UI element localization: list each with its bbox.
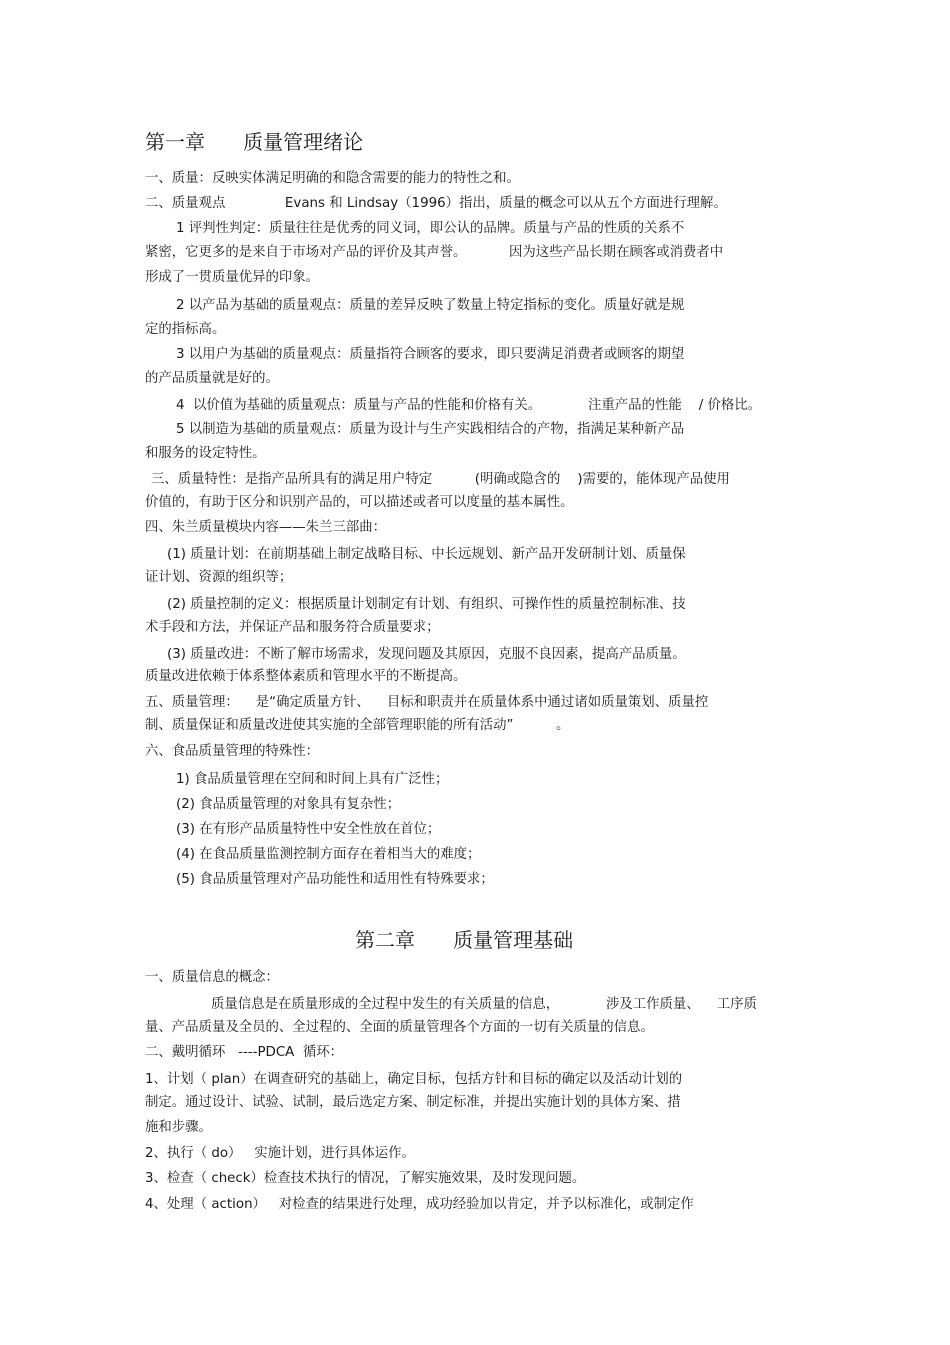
c1-line-12: 和服务的设定特性。 [145,446,266,461]
c1-line-27: (3) 在有形产品质量特性中安全性放在首位； [176,822,441,837]
c2-line-5: 1、计划（ plan）在调查研究的基础上，确定目标，包括方针和目标的确定以及活动计划的 [145,1072,683,1087]
c1-line-15: 四、朱兰质量模块内容——朱兰三部曲： [145,520,387,535]
c1-line-3: 1 评判性判定：质量往往是优秀的同义词，即公认的品牌。质量与产品的性质的关系不 [176,221,685,236]
c2-line-7: 施和步骤。 [145,1120,212,1135]
c1-line-24: 六、食品质量管理的特殊性： [145,744,320,759]
c1-line-16: (1) 质量计划：在前期基础上制定战略目标、中长远规划、新产品开发研制计划、质量保 [167,547,686,562]
c1-line-29: (5) 食品质量管理对产品功能性和适用性有特殊要求； [176,872,494,887]
c1-line-23: 制、质量保证和质量改进使其实施的全部管理职能的所有活动” 。 [145,718,570,733]
c1-line-1: 一、质量：反映实体满足明确的和隐含需要的能力的特性之和。 [145,171,520,186]
c1-line-22: 五、质量管理： 是“确定质量方针、 目标和职责并在质量体系中通过诸如质量策划、质量控 [145,695,709,710]
c1-line-2: 二、质量观点 Evans 和 Lindsay（1996）指出，质量的概念可以从五个方面进行理解。 [145,196,727,211]
c2-line-2: 质量信息是在质量形成的全过程中发生的有关质量的信息， 涉及工作质量、 工序质 [211,997,757,1012]
chapter-1-title: 第一章 质量管理绪论 [145,130,364,154]
c1-line-25: 1) 食品质量管理在空间和时间上具有广泛性； [176,772,449,787]
chapter-2-title: 第二章 质量管理基础 [355,928,574,952]
c1-line-11: 5 以制造为基础的质量观点：质量为设计与生产实践相结合的产物，指满足某种新产品 [176,422,685,437]
c1-line-28: (4) 在食品质量监测控制方面存在着相当大的难度； [176,847,481,862]
c1-line-7: 定的指标高。 [145,322,226,337]
c1-line-9: 的产品质量就是好的。 [145,371,279,386]
c1-line-5: 形成了一贯质量优异的印象。 [145,270,320,285]
c1-line-6: 2 以产品为基础的质量观点：质量的差异反映了数量上特定指标的变化。质量好就是规 [176,298,685,313]
c2-line-9: 3、检查（ check）检查技术执行的情况，了解实施效果，及时发现问题。 [145,1171,586,1186]
c1-line-14: 价值的，有助于区分和识别产品的，可以描述或者可以度量的基本属性。 [145,495,574,510]
c1-line-13: 三、质量特性：是指产品所具有的满足用户特定 (明确或隐含的 )需要的，能体现产品使用 [151,472,730,487]
c1-line-20: (3) 质量改进：不断了解市场需求，发现问题及其原因，克服不良因素，提高产品质量。 [167,647,686,662]
c2-line-4: 二、戴明循环 ----PDCA 循环： [145,1045,344,1060]
c1-line-18: (2) 质量控制的定义：根据质量计划制定有计划、有组织、可操作性的质量控制标准、技 [167,597,686,612]
c2-line-1: 一、质量信息的概念： [145,970,279,985]
c1-line-21: 质量改进依赖于体系整体素质和管理水平的不断提高。 [145,669,467,684]
c1-line-10: 4 以价值为基础的质量观点：质量与产品的性能和价格有关。 注重产品的性能 / 价格比。 [176,398,762,413]
c1-line-4: 紧密，它更多的是来自于市场对产品的评价及其声誉。 因为这些产品长期在顾客或消费者中 [145,245,724,260]
c1-line-26: (2) 食品质量管理的对象具有复杂性； [176,797,401,812]
c2-line-3: 量、产品质量及全员的、全过程的、全面的质量管理各个方面的一切有关质量的信息。 [145,1020,654,1035]
c1-line-8: 3 以用户为基础的质量观点：质量指符合顾客的要求，即只要满足消费者或顾客的期望 [176,347,685,362]
c2-line-10: 4、处理（ action） 对检查的结果进行处理，成功经验加以肯定，并予以标准化，或制定作 [145,1197,694,1212]
c1-line-17: 证计划、资源的组织等； [145,570,293,585]
c2-line-8: 2、执行（ do） 实施计划，进行具体运作。 [145,1146,415,1161]
c2-line-6: 制定。通过设计、试验、试制，最后选定方案、制定标准，并提出实施计划的具体方案、措 [145,1095,681,1110]
c1-line-19: 术手段和方法，并保证产品和服务符合质量要求； [145,620,440,635]
